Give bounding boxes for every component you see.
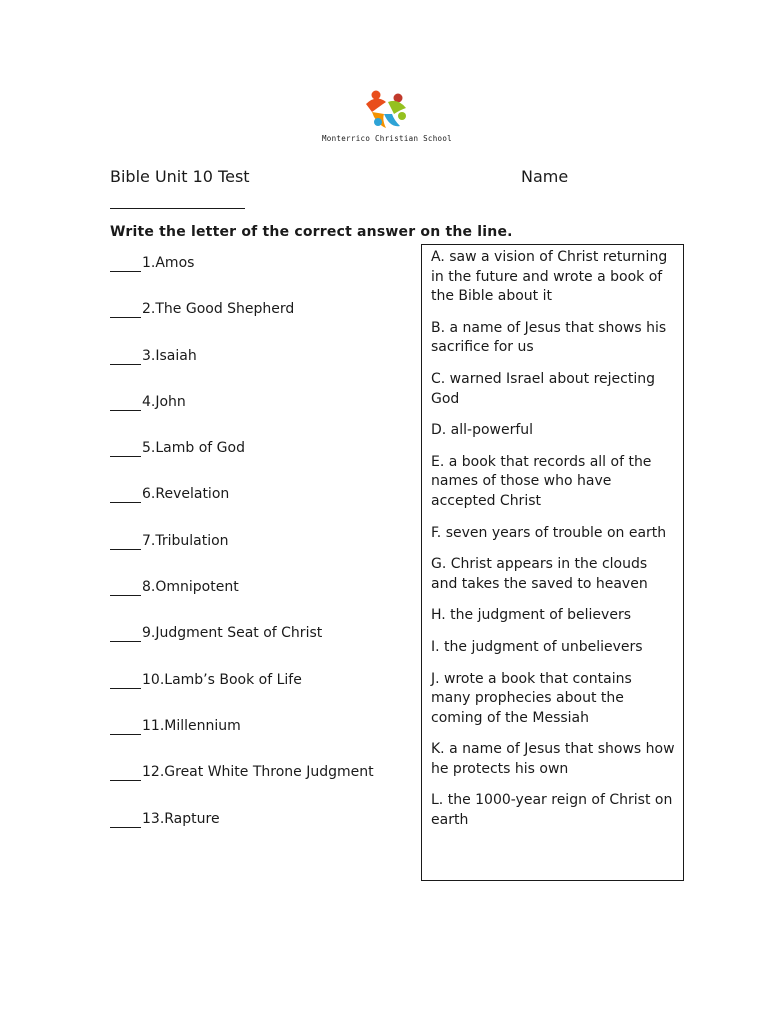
figure-green-head (398, 112, 406, 120)
question-item (110, 394, 374, 440)
answer-option: H. the judgment of believers (431, 607, 631, 624)
answer-blank[interactable] (110, 440, 141, 457)
question-term: Isaiah (155, 347, 197, 364)
answer-blank[interactable] (110, 348, 141, 365)
question-term: Lamb of God (155, 440, 245, 457)
question-term: Judgment Seat of Christ (155, 625, 323, 642)
question-number: 3. (142, 347, 156, 364)
answer-blank[interactable] (110, 811, 141, 828)
answer-option: A. saw a vision of Christ returning in the future and wrote a book of the Bible about it (431, 249, 668, 305)
question-item (110, 301, 374, 347)
answer-blank[interactable] (110, 394, 141, 411)
answer-blank[interactable] (110, 718, 141, 735)
question-item (110, 718, 374, 764)
answer-blank[interactable] (110, 301, 141, 318)
figure-red-body (366, 98, 386, 112)
question-term: Tribulation (155, 532, 229, 549)
question-item (110, 255, 374, 301)
answer-option: L. the 1000-year reign of Christ on earth (431, 792, 673, 829)
name-blank-line[interactable] (110, 208, 245, 209)
question-number: 13. (142, 810, 165, 827)
question-number: 8. (142, 579, 156, 596)
test-title: Bible Unit 10 Test (110, 167, 250, 186)
answer-option: B. a name of Jesus that shows his sacrifice for us (431, 319, 667, 356)
figure-red-head (372, 91, 381, 100)
answer-blank[interactable] (110, 486, 141, 503)
question-term: Amos (155, 255, 195, 271)
question-item (110, 625, 374, 671)
question-item (110, 348, 374, 394)
question-number: 5. (142, 440, 156, 457)
question-number: 2. (142, 301, 156, 318)
question-number: 6. (142, 486, 156, 503)
figure-blue-head (374, 118, 382, 126)
question-item (110, 486, 374, 532)
answer-blank[interactable] (110, 579, 141, 596)
answer-option: E. a book that records all of the names of those who have accepted Christ (431, 453, 652, 509)
question-number: 1. (142, 255, 156, 271)
question-term: Great White Throne Judgment (164, 764, 374, 781)
question-item (110, 811, 374, 857)
answer-blank[interactable] (110, 625, 141, 642)
name-label: Name (521, 167, 569, 186)
question-term: Lamb’s Book of Life (164, 671, 302, 688)
question-item (110, 672, 374, 718)
question-item (110, 533, 374, 579)
question-term: John (155, 393, 186, 410)
answer-option: D. all-powerful (431, 422, 534, 439)
question-number: 12. (142, 764, 165, 781)
question-number: 9. (142, 625, 156, 642)
question-number: 11. (142, 717, 165, 734)
answer-option: G. Christ appears in the clouds and takes the saved to heaven (431, 556, 648, 592)
question-number: 4. (142, 393, 156, 410)
answer-blank[interactable] (110, 764, 141, 781)
answer-blank[interactable] (110, 533, 141, 550)
answer-option: J. wrote a book that contains many prophecies about the coming of the Messiah (431, 670, 632, 726)
answer-option: I. the judgment of unbelievers (431, 638, 643, 655)
question-number: 10. (142, 671, 165, 688)
answer-option: K. a name of Jesus that shows how he protects his own (431, 741, 675, 777)
school-name: Monterrico Christian School (321, 134, 452, 143)
question-term: Revelation (155, 486, 230, 503)
instructions: Write the letter of the correct answer on the line. (110, 224, 513, 240)
question-term: The Good Shepherd (155, 301, 295, 318)
figure-green-body (388, 101, 406, 114)
school-logo-icon (362, 88, 410, 132)
question-term: Rapture (164, 810, 220, 827)
question-item (110, 764, 374, 810)
answer-blank[interactable] (110, 255, 141, 272)
answer-key-box (421, 244, 684, 881)
answer-option: F. seven years of trouble on earth (431, 524, 667, 541)
question-item (110, 579, 374, 625)
question-list (110, 255, 374, 857)
question-number: 7. (142, 532, 156, 549)
school-logo (312, 86, 462, 148)
figure-blue-body (384, 114, 400, 126)
question-term: Omnipotent (155, 579, 239, 596)
answer-blank[interactable] (110, 672, 141, 689)
question-term: Millennium (164, 717, 241, 734)
answer-option: C. warned Israel about rejecting God (431, 370, 655, 407)
question-item (110, 440, 374, 486)
